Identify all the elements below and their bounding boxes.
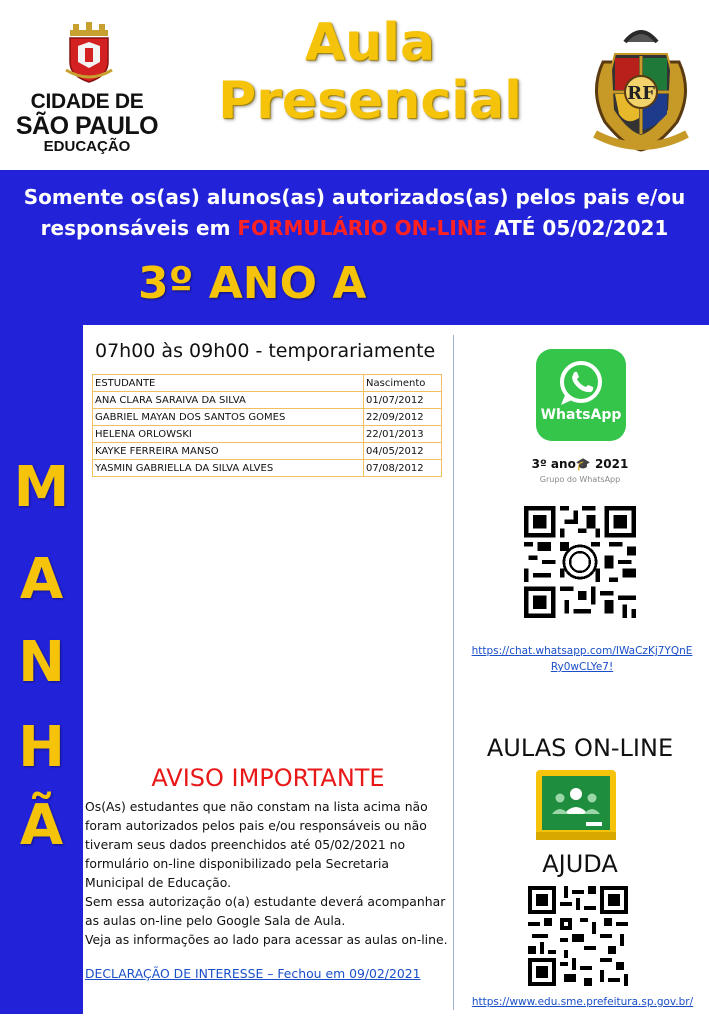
notice-line-2 xyxy=(0,213,709,244)
hogwarts-style-crest-icon xyxy=(585,22,697,152)
student-name: ANA CLARA SARAIVA DA SILVA xyxy=(93,392,364,409)
column-header-student: ESTUDANTE xyxy=(93,375,364,392)
student-name: KAYKE FERREIRA MANSO xyxy=(93,443,364,460)
city-line-1: CIDADE DE xyxy=(30,90,144,113)
notice-paragraph-line: foram autorizados pelos pais e/ou responsáveis ou não xyxy=(85,818,427,833)
whatsapp-icon-label: WhatsApp xyxy=(540,407,622,423)
notice-highlight: FORMULÁRIO ON-LINE xyxy=(237,216,488,240)
notice-paragraph-line: Veja as informações ao lado para acessar as aulas on-line. xyxy=(85,932,448,947)
table-row xyxy=(93,443,442,460)
student-birthdate: 07/08/2012 xyxy=(364,460,442,477)
help-title: AJUDA xyxy=(542,850,618,878)
whatsapp-link-line-2[interactable]: Ry0wCLYe7! xyxy=(550,661,614,673)
notice-paragraph-line: Sem essa autorização o(a) estudante deverá acompanhar xyxy=(85,894,446,909)
class-name: 3º ANO A xyxy=(138,258,367,309)
table-header-row xyxy=(93,375,442,392)
important-notice-body xyxy=(85,797,455,949)
notice-text: responsáveis em xyxy=(40,216,238,240)
city-line-2: SÃO PAULO xyxy=(15,112,159,140)
declaration-of-interest-link[interactable]: DECLARAÇÃO DE INTERESSE – Fechou em 09/02/2021 xyxy=(85,966,421,981)
whatsapp-link-line-1[interactable]: https://chat.whatsapp.com/IWaCzKj7YQnE xyxy=(471,645,693,657)
sme-help-link[interactable]: https://www.edu.sme.prefeitura.sp.gov.br/ xyxy=(471,996,694,1008)
notice-paragraph-line: as aulas on-line pelo Google Sala de Aula. xyxy=(85,913,346,928)
sao-paulo-crest-icon xyxy=(64,22,114,84)
notice-paragraph-line: Municipal de Educação. xyxy=(85,875,232,890)
notice-paragraph-line: formulário on-line disponibilizado pela Secretaria xyxy=(85,856,390,871)
notice-deadline: ATÉ 05/02/2021 xyxy=(487,216,669,240)
schedule-time: 07h00 às 09h00 - temporariamente xyxy=(95,340,436,362)
student-birthdate: 01/07/2012 xyxy=(364,392,442,409)
table-row xyxy=(93,392,442,409)
student-birthdate: 22/09/2012 xyxy=(364,409,442,426)
table-row xyxy=(93,409,442,426)
sao-paulo-education-logo xyxy=(12,22,162,162)
whatsapp-app-icon[interactable] xyxy=(536,349,626,441)
page-title xyxy=(195,14,545,130)
svg-text:RF: RF xyxy=(627,83,655,104)
student-birthdate: 22/01/2013 xyxy=(364,426,442,443)
table-row xyxy=(93,460,442,477)
title-line-1: Aula xyxy=(304,13,436,73)
notice-paragraph-line: tiveram seus dados preenchidos até 05/02/2021 no xyxy=(85,837,406,852)
whatsapp-group-subtitle: Grupo do WhatsApp xyxy=(539,475,621,484)
important-notice-title: AVISO IMPORTANTE xyxy=(151,764,385,792)
help-qr-code-icon[interactable] xyxy=(528,886,628,986)
authorization-notice xyxy=(0,182,709,244)
student-name: HELENA ORLOWSKI xyxy=(93,426,364,443)
shift-letter: Ã xyxy=(19,793,64,858)
notice-banner xyxy=(0,170,709,325)
shift-sidebar xyxy=(0,325,83,1014)
whatsapp-icon xyxy=(536,349,626,409)
student-birthdate: 04/05/2012 xyxy=(364,443,442,460)
student-name: YASMIN GABRIELLA DA SILVA ALVES xyxy=(93,460,364,477)
city-line-3: EDUCAÇÃO xyxy=(43,138,131,155)
students-table xyxy=(92,374,442,477)
online-classes-title: AULAS ON-LINE xyxy=(486,734,674,762)
google-classroom-icon[interactable] xyxy=(536,770,616,840)
shift-letter: M xyxy=(13,455,70,520)
notice-paragraph-line: Os(As) estudantes que não constam na lista acima não xyxy=(85,799,428,814)
shift-letter: N xyxy=(18,630,65,695)
table-row xyxy=(93,426,442,443)
shift-letter: H xyxy=(18,715,65,780)
notice-line-1: Somente os(as) alunos(as) autorizados(as) pelos pais e/ou xyxy=(23,185,686,209)
title-line-2: Presencial xyxy=(218,71,522,132)
header xyxy=(0,0,709,170)
whatsapp-qr-code-icon[interactable] xyxy=(524,506,636,618)
column-header-birth: Nascimento xyxy=(364,375,442,392)
whatsapp-group-title: 3º ano🎓 2021 xyxy=(531,457,629,471)
student-name: GABRIEL MAYAN DOS SANTOS GOMES xyxy=(93,409,364,426)
whatsapp-group-link[interactable] xyxy=(462,643,702,675)
shift-letter: A xyxy=(19,547,64,612)
